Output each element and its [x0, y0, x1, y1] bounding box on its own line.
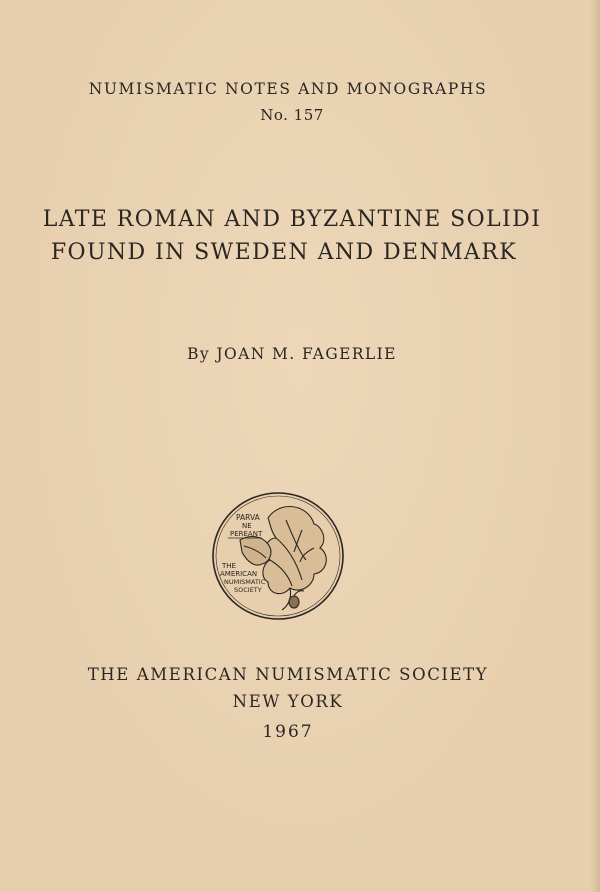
publisher-city: NEW YORK	[232, 692, 344, 711]
svg-text:AMERICAN: AMERICAN	[220, 570, 258, 578]
svg-text:NE: NE	[242, 522, 252, 530]
society-seal-icon	[210, 490, 346, 622]
svg-text:THE: THE	[222, 562, 236, 570]
page-edge-shadow	[590, 0, 600, 892]
book-title-line-2: FOUND IN SWEDEN AND DENMARK	[50, 240, 518, 265]
svg-text:PARVA: PARVA	[236, 513, 260, 522]
series-title: NUMISMATIC NOTES AND MONOGRAPHS	[88, 80, 488, 98]
publication-year: 1967	[262, 722, 314, 742]
author-line: By JOAN M. FAGERLIE	[187, 345, 397, 363]
book-title-line-1: LATE ROMAN AND BYZANTINE SOLIDI	[42, 207, 542, 232]
series-number: No. 157	[260, 106, 324, 124]
svg-text:SOCIETY: SOCIETY	[234, 586, 262, 594]
publisher-name: THE AMERICAN NUMISMATIC SOCIETY	[87, 665, 489, 684]
svg-text:PEREANT: PEREANT	[230, 530, 263, 538]
svg-text:NUMISMATIC: NUMISMATIC	[224, 578, 266, 586]
